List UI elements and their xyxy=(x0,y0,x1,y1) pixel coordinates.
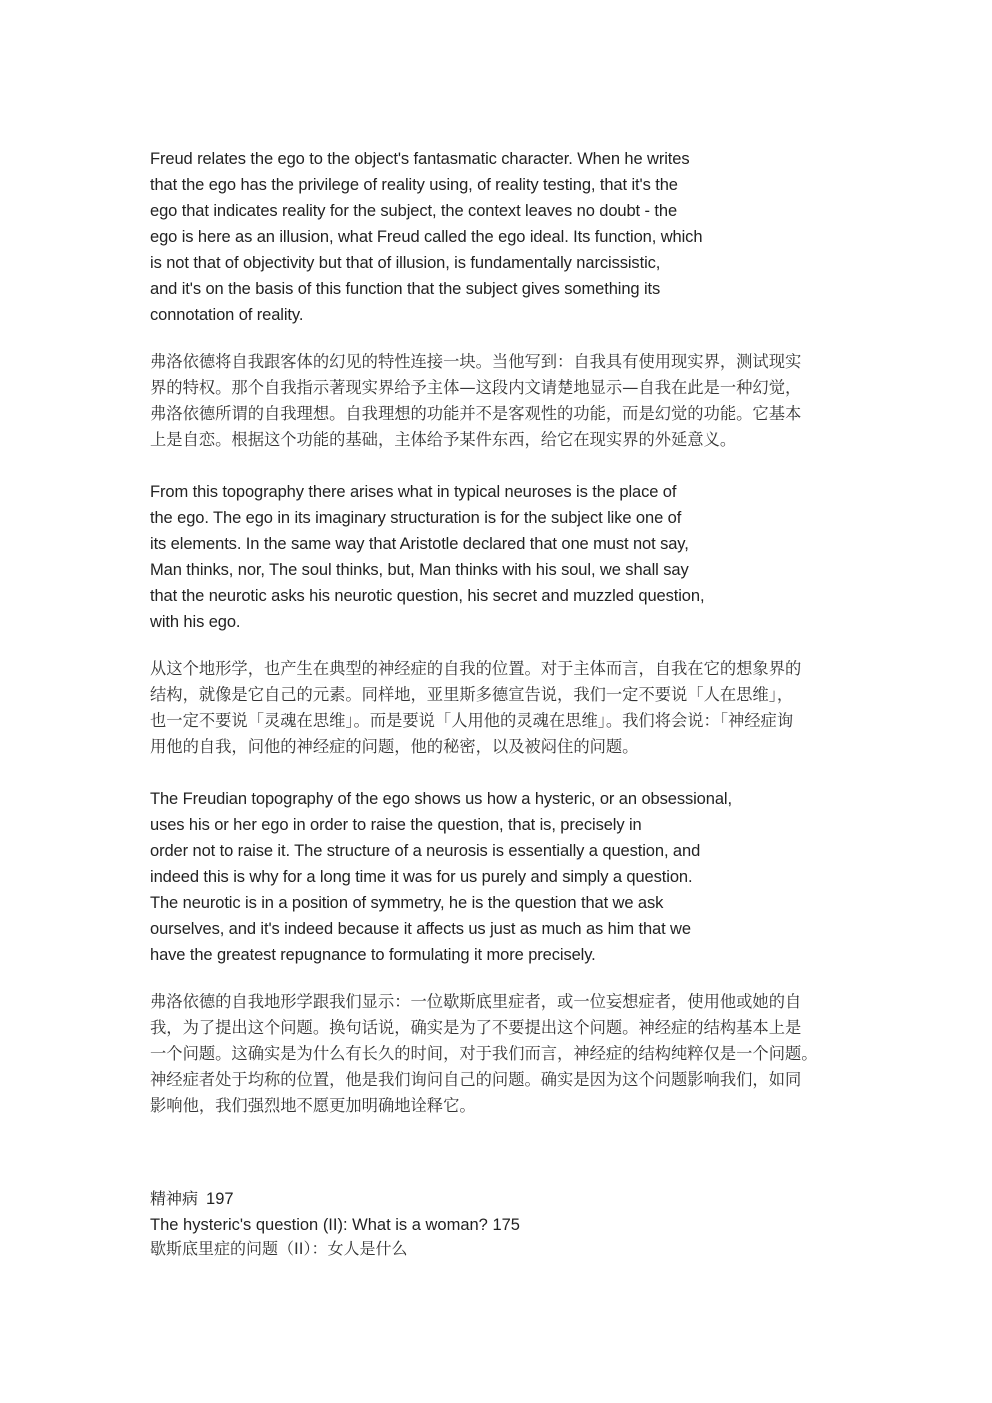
text-line: 弗洛依德的自我地形学跟我们显示：一位歇斯底里症者，或一位妄想症者，使用他或她的自 xyxy=(150,992,802,1011)
text-line: its elements. In the same way that Aristotle declared that one must not say, xyxy=(150,535,689,553)
text-line: From this topography there arises what in typical neuroses is the place of xyxy=(150,483,677,501)
text-line: 弗洛依德所谓的自我理想。自我理想的功能并不是客观性的功能，而是幻觉的功能。它基本 xyxy=(150,404,802,423)
text-line: ourselves, and it's indeed because it affects us just as much as him that we xyxy=(150,920,691,938)
book-title-zh: 精神病 xyxy=(150,1189,199,1208)
chapter-title-zh: 歇斯底里症的问题（II）：女人是什么 xyxy=(150,1239,408,1258)
text-line: The neurotic is in a position of symmetry, he is the question that we ask xyxy=(150,894,664,912)
book-title-line xyxy=(150,1186,520,1212)
text-line: Freud relates the ego to the object's fantasmatic character. When he writes xyxy=(150,150,690,168)
text-line: 一个问题。这确实是为什么有长久的时间，对于我们而言，神经症的结构纯粹仅是一个问题。 xyxy=(150,1044,818,1063)
text-line: is not that of objectivity but that of illusion, is fundamentally narcissistic, xyxy=(150,254,661,272)
text-line: Man thinks, nor, The soul thinks, but, Man thinks with his soul, we shall say xyxy=(150,561,689,579)
text-line: The Freudian topography of the ego shows us how a hysteric, or an obsessional, xyxy=(150,790,732,808)
paragraph-en-2 xyxy=(150,479,850,635)
text-line: 上是自恋。根据这个功能的基础，主体给予某件东西，给它在现实界的外延意义。 xyxy=(150,430,737,449)
text-line: that the neurotic asks his neurotic question, his secret and muzzled question, xyxy=(150,587,705,605)
text-line: with his ego. xyxy=(150,613,241,631)
paragraph-zh-1 xyxy=(150,349,843,453)
text-line: 也一定不要说「灵魂在思维」。而是要说「人用他的灵魂在思维」。我们将会说：「神经症询 xyxy=(150,711,794,730)
text-line: have the greatest repugnance to formulating it more precisely. xyxy=(150,946,596,964)
text-line: 结构，就像是它自己的元素。同样地，亚里斯多德宣告说，我们一定不要说「人在思维」， xyxy=(150,685,794,704)
text-line: 影响他，我们强烈地不愿更加明确地诠释它。 xyxy=(150,1096,476,1115)
text-line: 弗洛依德将自我跟客体的幻见的特性连接一块。当他写到：自我具有使用现实界，测试现实 xyxy=(150,352,802,371)
document-body xyxy=(150,146,850,1119)
text-line: ego that indicates reality for the subject, the context leaves no doubt - the xyxy=(150,202,678,220)
paragraph-en-1 xyxy=(150,146,850,328)
text-line: and it's on the basis of this function that the subject gives something its xyxy=(150,280,661,298)
text-line: ego is here as an illusion, what Freud called the ego ideal. Its function, which xyxy=(150,228,703,246)
text-line: 用他的自我，问他的神经症的问题，他的秘密，以及被闷住的问题。 xyxy=(150,737,639,756)
text-line: indeed this is why for a long time it was for us purely and simply a question. xyxy=(150,868,693,886)
page-number: 197 xyxy=(206,1190,234,1208)
text-line: the ego. The ego in its imaginary structuration is for the subject like one of xyxy=(150,509,682,527)
text-line: uses his or her ego in order to raise the question, that is, precisely in xyxy=(150,816,642,834)
chapter-title-en: The hysteric's question (II): What is a woman? 175 xyxy=(150,1216,520,1234)
text-line: 从这个地形学，也产生在典型的神经症的自我的位置。对于主体而言，自我在它的想象界的 xyxy=(150,659,802,678)
paragraph-zh-3 xyxy=(150,989,843,1119)
text-line: 我，为了提出这个问题。换句话说，确实是为了不要提出这个问题。神经症的结构基本上是 xyxy=(150,1018,802,1037)
paragraph-en-3 xyxy=(150,786,850,968)
page-footer xyxy=(150,1186,520,1260)
text-line: 界的特权。那个自我指示著现实界给予主体—这段内文请楚地显示—自我在此是一种幻觉， xyxy=(150,378,802,397)
text-line: 神经症者处于均称的位置，他是我们询问自己的问题。确实是因为这个问题影响我们，如同 xyxy=(150,1070,802,1089)
paragraph-zh-2 xyxy=(150,656,843,760)
text-line: connotation of reality. xyxy=(150,306,304,324)
text-line: that the ego has the privilege of reality using, of reality testing, that it's the xyxy=(150,176,678,194)
text-line: order not to raise it. The structure of a neurosis is essentially a question, and xyxy=(150,842,701,860)
